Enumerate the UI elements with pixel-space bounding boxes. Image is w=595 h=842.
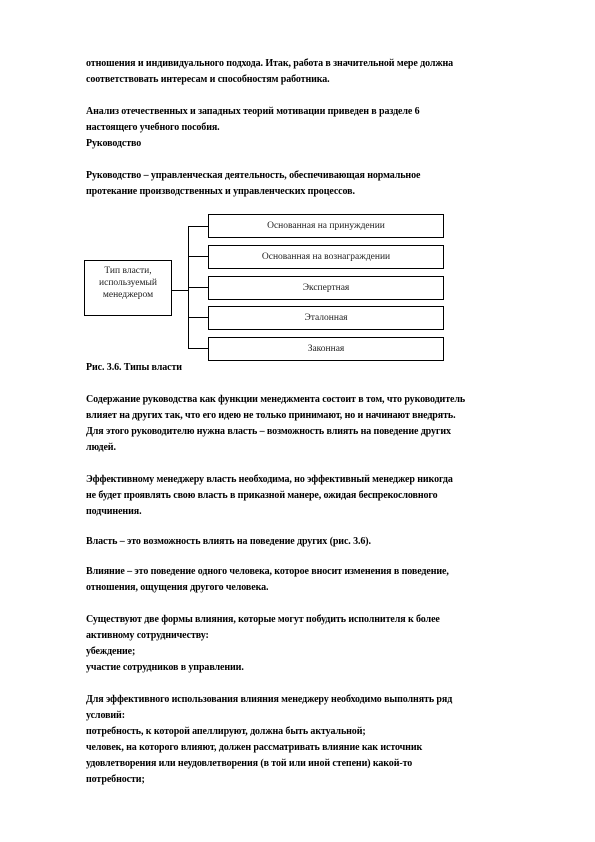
connector-branch bbox=[188, 287, 208, 288]
text-line: условий: bbox=[86, 710, 125, 721]
paragraph-power-definition bbox=[86, 534, 556, 550]
power-type-box: Основанная на принуждении bbox=[208, 214, 444, 238]
text-line: Для этого руководителю нужна власть – возможность влиять на поведение других bbox=[86, 426, 451, 437]
connector-branch bbox=[188, 317, 208, 318]
paragraph-effective-manager bbox=[86, 472, 556, 520]
connector-root bbox=[172, 290, 188, 291]
text-line: протекание производственных и управленческих процессов. bbox=[86, 186, 355, 197]
text-line: отношения, ощущения другого человека. bbox=[86, 582, 269, 593]
paragraph-work-interests bbox=[86, 56, 556, 88]
text-line: Анализ отечественных и западных теорий мотивации приведен в разделе 6 bbox=[86, 106, 420, 117]
power-type-box: Эталонная bbox=[208, 306, 444, 330]
text-line: Эффективному менеджеру власть необходима, но эффективный менеджер никогда bbox=[86, 474, 453, 485]
power-type-box: Законная bbox=[208, 337, 444, 361]
diagram-root-line: Тип власти, bbox=[104, 266, 152, 276]
paragraph-leadership-definition bbox=[86, 168, 556, 200]
text-line: людей. bbox=[86, 442, 116, 453]
power-type-box: Основанная на вознаграждении bbox=[208, 245, 444, 269]
connector-branch bbox=[188, 256, 208, 257]
diagram-root-box bbox=[84, 260, 172, 316]
connector-branch bbox=[188, 226, 208, 227]
text-line: не будет проявлять свою власть в приказной манере, ожидая беспрекословного bbox=[86, 490, 438, 501]
text-line: Существуют две формы влияния, которые могут побудить исполнителя к более bbox=[86, 614, 440, 625]
section-heading: Руководство bbox=[86, 138, 142, 149]
text-line: удовлетворения или неудовлетворения (в той или иной степени) какой-то bbox=[86, 758, 413, 769]
text-line: Власть – это возможность влиять на поведение других (рис. 3.6). bbox=[86, 536, 371, 547]
paragraph-motivation-theories bbox=[86, 104, 556, 152]
connector-branch bbox=[188, 348, 208, 349]
power-type-box: Экспертная bbox=[208, 276, 444, 300]
text-line: отношения и индивидуального подхода. Итак, работа в значительной мере должна bbox=[86, 58, 454, 69]
paragraph-influence-conditions bbox=[86, 692, 556, 788]
text-line: влияет на других так, что его идею не только принимают, но и начинают внедрять. bbox=[86, 410, 456, 421]
text-line: Влияние – это поведение одного человека, которое вносит изменения в поведение, bbox=[86, 566, 449, 577]
power-types-diagram bbox=[84, 208, 454, 363]
paragraph-leadership-content bbox=[86, 392, 556, 456]
text-line: убеждение; bbox=[86, 646, 136, 657]
text-line: соответствовать интересам и способностям работника. bbox=[86, 74, 330, 85]
text-line: человек, на которого влияют, должен рассматривать влияние как источник bbox=[86, 742, 423, 753]
text-line: подчинения. bbox=[86, 506, 142, 517]
diagram-root-line: менеджером bbox=[102, 290, 154, 300]
diagram-root-line: используемый bbox=[99, 278, 157, 288]
paragraph-influence-definition bbox=[86, 564, 556, 596]
text-line: потребности; bbox=[86, 774, 145, 785]
text-line: активному сотрудничеству: bbox=[86, 630, 209, 641]
text-line: Для эффективного использования влияния менеджеру необходимо выполнять ряд bbox=[86, 694, 453, 705]
text-line: настоящего учебного пособия. bbox=[86, 122, 220, 133]
text-line: участие сотрудников в управлении. bbox=[86, 662, 244, 673]
paragraph-influence-forms bbox=[86, 612, 556, 676]
caption-text: Рис. 3.6. Типы власти bbox=[86, 362, 182, 373]
text-line: потребность, к которой апеллируют, должна быть актуальной; bbox=[86, 726, 366, 737]
figure-caption bbox=[86, 360, 556, 376]
text-line: Руководство – управленческая деятельность, обеспечивающая нормальное bbox=[86, 170, 421, 181]
text-line: Содержание руководства как функции менеджмента состоит в том, что руководитель bbox=[86, 394, 466, 405]
